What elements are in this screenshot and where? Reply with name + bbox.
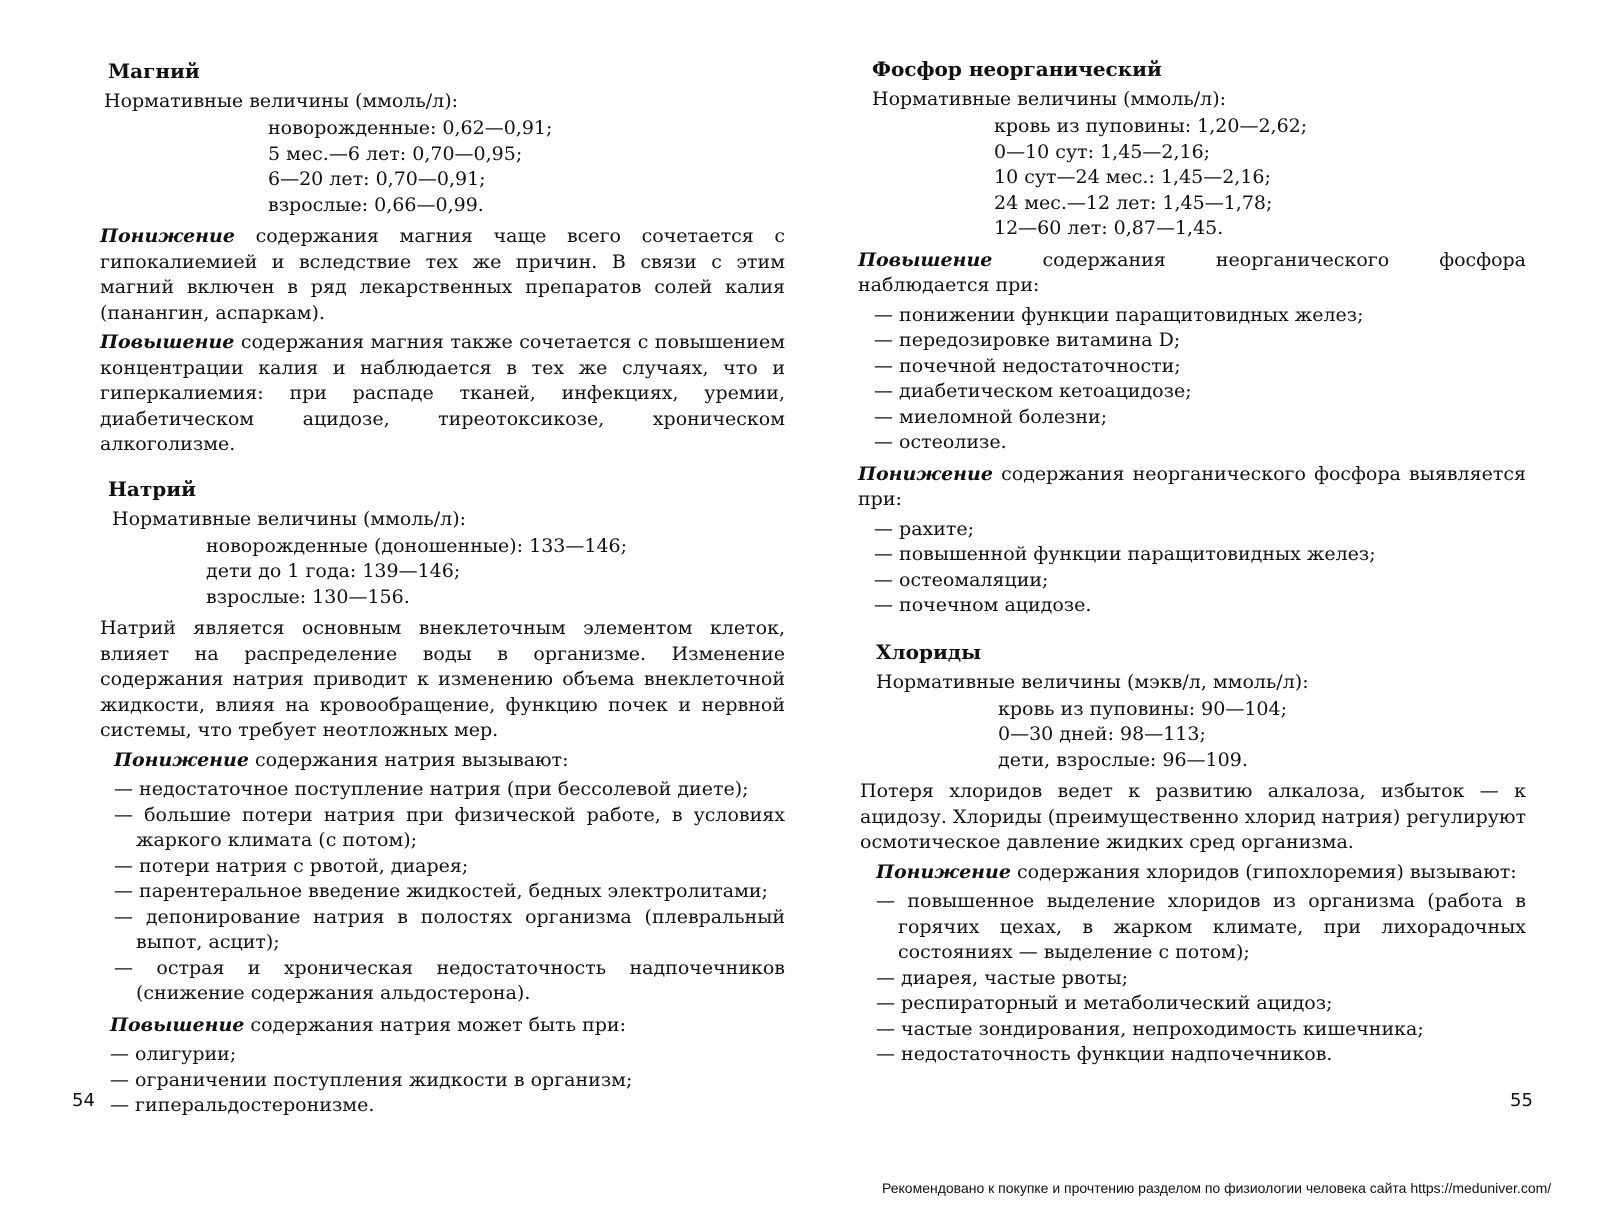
chlorides-values (998, 697, 1526, 774)
chlorides-intro-paragraph: Потеря хлоридов ведет к развитию алкалоза, избыток — к ацидозу. Хлориды (преимущественно хлорид натрия) регулируют осмотическое давление жидких сред организма. (860, 780, 1526, 853)
paragraph-text: содержания магния чаще всего сочетается с гипокалиемией и вследствие тех же причин. В связи с этим магний включен в ряд лекарственных препаратов солей калия (панангин, аспаркам). (100, 225, 785, 324)
list-item: — рахите; (874, 517, 1526, 543)
magnesium-title: Магний (108, 59, 200, 83)
list-item: — повышенной функции паращитовидных желез; (874, 542, 1526, 568)
list-item: — гиперальдостеронизме. (110, 1093, 785, 1119)
norm-value: взрослые: 0,66—0,99. (268, 193, 484, 216)
paragraph-text: содержания хлоридов (гипохлоремия) вызывают: (1010, 860, 1517, 883)
list-item: — потери натрия с рвотой, диарея; (114, 854, 785, 880)
list-item: — остеолизе. (874, 430, 1526, 456)
sodium-increase-list (110, 1042, 785, 1119)
sodium-decrease-paragraph (114, 748, 785, 774)
decrease-keyword: Понижение (876, 860, 1011, 883)
list-item: — понижении функции паращитовидных желез; (874, 303, 1526, 329)
list-item: — миеломной болезни; (874, 405, 1526, 431)
footer-note: Рекомендовано к покупке и прочтению разделом по физиологии человека сайта https://meduniver.com/ (882, 1180, 1552, 1196)
sodium-intro-paragraph: Натрий является основным внеклеточным элементом клеток, влияет на распределение воды в организме. Изменение содержания натрия приводит к изменению объема внеклеточной жидкости, влияя на кровообращение, функцию почек и нервной системы, что требует неотложных мер. (100, 617, 785, 741)
chlorides-decrease-paragraph (876, 860, 1526, 886)
paragraph-text: содержания магния также сочетается с повышением концентрации калия и наблюдается в тех же случаях, что и гиперкалиемия: при распаде тканей, инфекциях, уремии, диабетическом ацидозе, тиреотоксикозе, хроническом алкоголизме. (100, 331, 785, 455)
decrease-keyword: Понижение (858, 462, 993, 485)
list-item: — частые зондирования, непроходимость кишечника; (876, 1017, 1526, 1043)
page-number-left: 54 (72, 1090, 95, 1111)
phosphorus-values (994, 114, 1526, 242)
norm-value: взрослые: 130—156. (206, 585, 410, 608)
list-item: — недостаточное поступление натрия (при бессолевой диете); (114, 777, 785, 803)
norm-value: новорожденные (доношенные): 133—146; (206, 534, 628, 557)
increase-keyword: Повышение (858, 248, 993, 271)
sodium-values (206, 534, 785, 611)
paragraph-text: содержания натрия может быть при: (244, 1013, 626, 1036)
phosphorus-title: Фосфор неорганический (872, 57, 1162, 81)
list-item: — олигурии; (110, 1042, 785, 1068)
list-item: — депонирование натрия в полостях организма (плевральный выпот, асцит); (114, 905, 785, 956)
sodium-decrease-list (114, 777, 785, 1007)
list-item: — повышенное выделение хлоридов из организма (работа в горячих цехах, в жарком климате, при лихорадочных состояниях — выделение с потом); (876, 889, 1526, 966)
chlorides-section (858, 639, 1526, 1068)
norm-value: кровь из пуповины: 1,20—2,62; (994, 115, 1308, 137)
sodium-section (100, 476, 785, 1119)
chlorides-norm-label: Нормативные величины (мэкв/л, ммоль/л): (876, 670, 1309, 693)
paragraph-text: содержания натрия вызывают: (248, 748, 569, 771)
chlorides-decrease-list (876, 889, 1526, 1068)
phosphorus-section (858, 56, 1526, 619)
list-item: — респираторный и метаболический ацидоз; (876, 991, 1526, 1017)
list-item: — остеомаляции; (874, 568, 1526, 594)
norm-value: дети до 1 года: 139—146; (206, 560, 461, 582)
phosphorus-decrease-list (874, 517, 1526, 619)
list-item: — острая и хроническая недостаточность надпочечников (снижение содержания альдостерона). (114, 956, 785, 1007)
list-item: — почечной недостаточности; (874, 354, 1526, 380)
list-item: — большие потери натрия при физической работе, в условиях жаркого климата (с потом); (114, 803, 785, 854)
magnesium-increase-paragraph (100, 330, 785, 458)
norm-value: 0—10 сут: 1,45—2,16; (994, 140, 1211, 163)
norm-value: 24 мес.—12 лет: 1,45—1,78; (994, 191, 1273, 214)
list-item: — недостаточность функции надпочечников. (876, 1042, 1526, 1068)
norm-value: 0—30 дней: 98—113; (998, 723, 1206, 745)
phosphorus-decrease-paragraph (858, 462, 1526, 513)
chlorides-title: Хлориды (876, 639, 982, 664)
list-item: — ограничении поступления жидкости в организм; (110, 1068, 785, 1094)
magnesium-values (268, 116, 785, 218)
increase-keyword: Повышение (110, 1013, 245, 1036)
sodium-increase-paragraph (110, 1013, 785, 1039)
phosphorus-increase-paragraph (858, 248, 1526, 299)
sodium-norm-label: Нормативные величины (ммоль/л): (112, 507, 467, 530)
increase-keyword: Повышение (100, 331, 235, 353)
decrease-keyword: Понижение (114, 748, 249, 771)
sodium-title: Натрий (108, 476, 196, 501)
right-page (858, 56, 1526, 1074)
paragraph-text: содержания неорганического фосфора наблюдается при: (858, 248, 1526, 296)
magnesium-norm-label: Нормативные величины (ммоль/л): (104, 90, 459, 112)
norm-value: новорожденные: 0,62—0,91; (268, 117, 553, 139)
phosphorus-norm-label: Нормативные величины (ммоль/л): (872, 88, 1227, 110)
norm-value: 12—60 лет: 0,87—1,45. (994, 217, 1224, 239)
phosphorus-increase-list (874, 303, 1526, 456)
paragraph-text: содержания неорганического фосфора выявляется при: (858, 462, 1526, 510)
list-item: — диабетическом кетоацидозе; (874, 379, 1526, 405)
magnesium-section (100, 58, 785, 458)
norm-value: 10 сут—24 мес.: 1,45—2,16; (994, 166, 1271, 188)
norm-value: кровь из пуповины: 90—104; (998, 697, 1287, 720)
page-number-right: 55 (1510, 1090, 1533, 1111)
magnesium-decrease-paragraph (100, 224, 785, 326)
norm-value: дети, взрослые: 96—109. (998, 748, 1248, 771)
list-item: — передозировке витамина D; (874, 328, 1526, 354)
norm-value: 6—20 лет: 0,70—0,91; (268, 168, 486, 190)
left-page (100, 58, 785, 1125)
norm-value: 5 мес.—6 лет: 0,70—0,95; (268, 142, 523, 165)
list-item: — диарея, частые рвоты; (876, 966, 1526, 992)
list-item: — почечном ацидозе. (874, 593, 1526, 619)
decrease-keyword: Понижение (100, 225, 235, 247)
list-item: — парентеральное введение жидкостей, бедных электролитами; (114, 879, 785, 905)
